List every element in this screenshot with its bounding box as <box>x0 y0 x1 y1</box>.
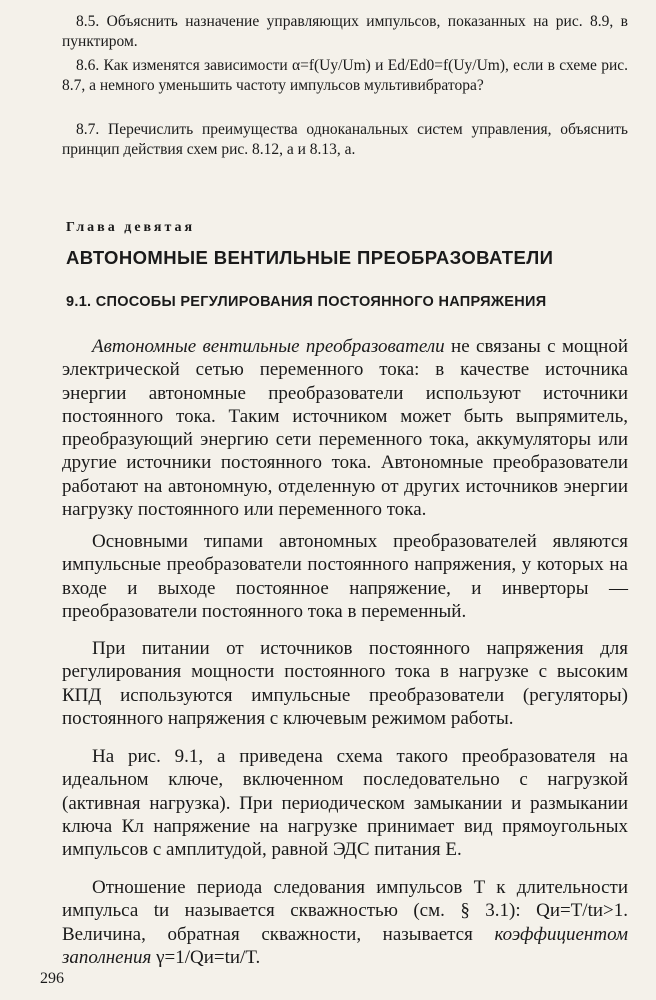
paragraph-5 <box>62 876 628 969</box>
exercise-8-6: 8.6. Как изменятся зависимости α=f(Uу/Um) и Ed/Ed0=f(Uу/Um), если в схеме рис. 8.7, а немного уменьшить частоту импульсов мультивибратора? <box>62 57 628 94</box>
term-autonomous-converters: Автономные вентильные преобразователи <box>92 336 445 357</box>
paragraph-1 <box>62 335 628 521</box>
paragraph-5-text-a: Отношение периода следования импульсов T к длительности импульса tи называется скважностью (см. § 3.1): Qи=T/tи>1. Величина, обратная скважности, называется <box>62 877 628 945</box>
section-title: 9.1. СПОСОБЫ РЕГУЛИРОВАНИЯ ПОСТОЯННОГО НАПРЯЖЕНИЯ <box>66 294 547 310</box>
paragraph-2: Основными типами автономных преобразователей являются импульсные преобразователи постоянного напряжения, у которых на входе и выходе постоянное напряжение, и инверторы — преобразователи постоянного тока в переменный. <box>62 531 628 622</box>
paragraph-4: На рис. 9.1, а приведена схема такого преобразователя на идеальном ключе, включенном последовательно с нагрузкой (активная нагрузка). При периодическом замыкании и размыкании ключа Кл напряжение на нагрузке принимает вид прямоугольных импульсов с амплитудой, равной ЭДС питания E. <box>62 746 628 861</box>
chapter-title: АВТОНОМНЫЕ ВЕНТИЛЬНЫЕ ПРЕОБРАЗОВАТЕЛИ <box>66 247 554 268</box>
chapter-label: Глава девятая <box>66 220 196 235</box>
exercise-8-7: 8.7. Перечислить преимущества одноканальных систем управления, объяснить принцип действия схем рис. 8.12, а и 8.13, а. <box>62 121 628 158</box>
paragraph-1-text: не связаны с мощной электрической сетью переменного тока: в качестве источника энергии автономные преобразователи используют источники постоянного тока. Таким источником может быть выпрямитель, преобразующий энергию сети переменного тока, аккумуляторы или другие источники постоянного тока. Автономные преобразователи работают на автономную, отделенную от других источников энергии нагрузку постоянного или переменного тока. <box>62 336 628 521</box>
paragraph-5-text-b: γ=1/Qи=tи/T. <box>151 946 261 968</box>
paragraph-3: При питании от источников постоянного напряжения для регулирования мощности постоянного тока в нагрузке с высоким КПД используются импульсные преобразователи (регуляторы) постоянного напряжения с ключевым режимом работы. <box>62 638 628 729</box>
page-number: 296 <box>40 970 64 987</box>
term-fill-factor: коэффициентом заполнения <box>62 923 628 968</box>
exercise-8-5: 8.5. Объяснить назначение управляющих импульсов, показанных на рис. 8.9, в пунктиром. <box>62 13 628 50</box>
